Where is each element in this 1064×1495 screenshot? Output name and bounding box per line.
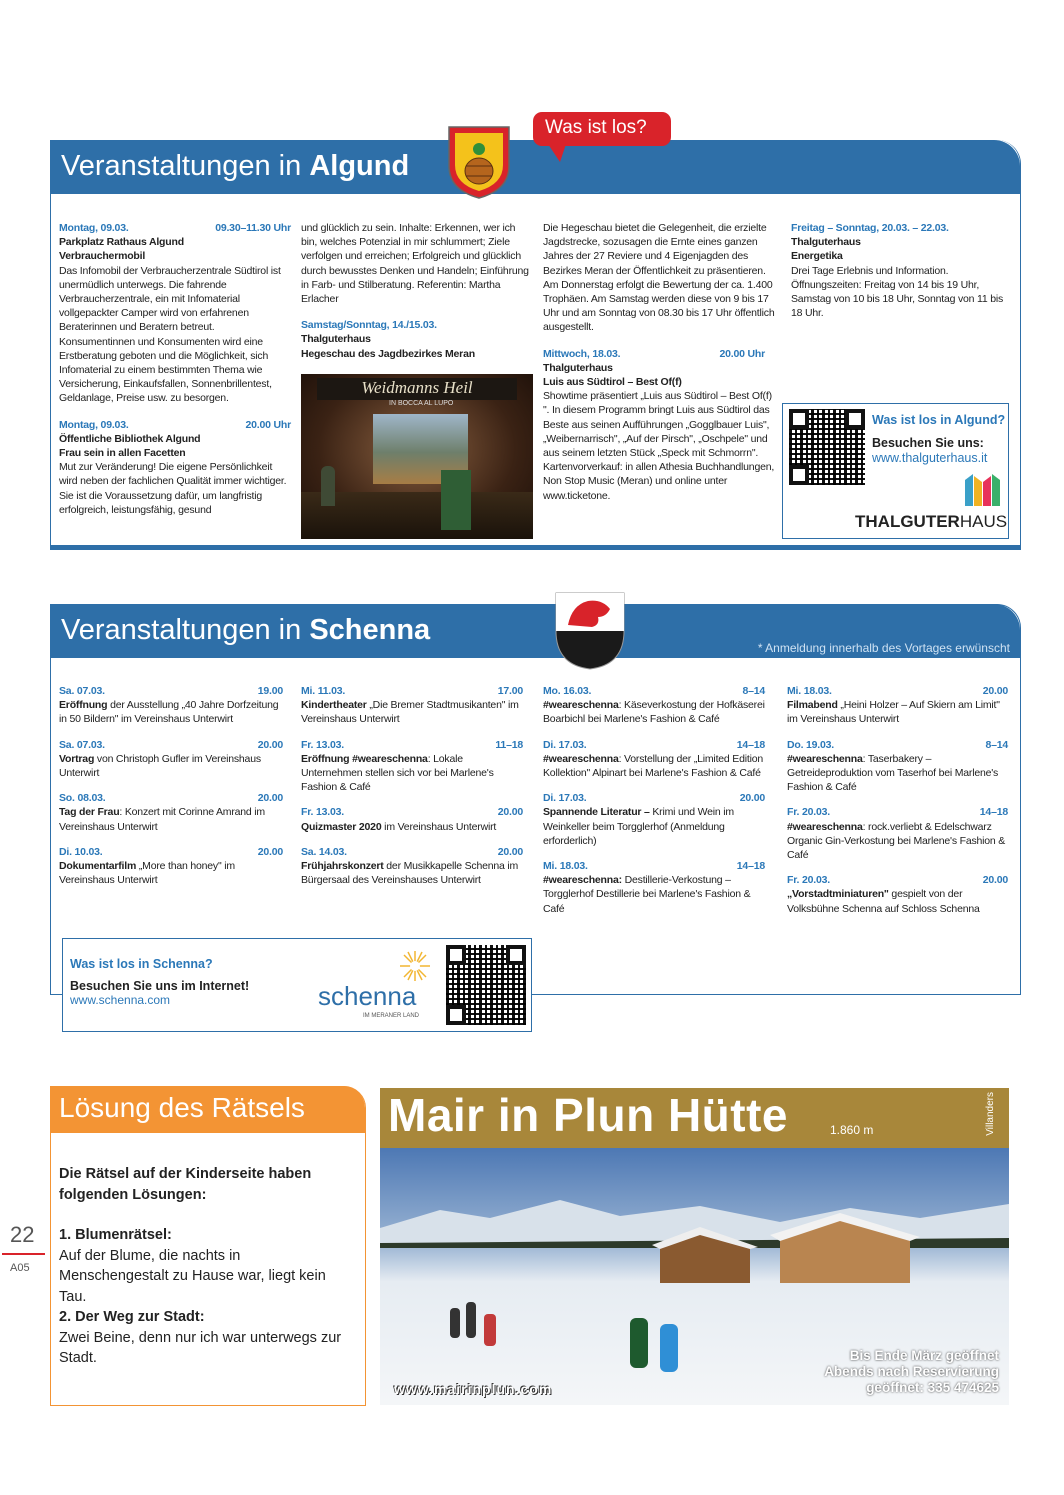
- ad-opening-info: Bis Ende März geöffnet Abends nach Reservierung geöffnet: 335 474625: [824, 1348, 999, 1395]
- list-item: Mi. 18.03. 14–18 #weareschenna: Destillerie-Verkostung – Torgglerhof Destillerie bei Marlene's Fashion & Café: [543, 860, 765, 915]
- sun-icon: [397, 949, 433, 983]
- list-item: Fr. 20.03. 14–18 #weareschenna: rock.verliebt & Edelschwarz Organic Gin-Verkostung bei Marlene's Fashion & Café: [787, 806, 1008, 862]
- list-item: So. 08.03. 20.00 Tag der Frau: Konzert mit Corinne Amrand im Vereinshaus Unterwirt: [59, 792, 283, 833]
- page-divider: [2, 1253, 45, 1255]
- photo-subtitle: IN BOCCA AL LUPO: [389, 400, 454, 407]
- algund-column-2: [301, 221, 533, 361]
- thalguterhaus-link[interactable]: www.thalguterhaus.it: [872, 451, 988, 465]
- event-text: Drei Tage Erlebnis und Information. Öffnungszeiten: Freitag von 14 bis 19 Uhr, Samstag von 10 bis 18 Uhr, Sonntag von 11 bis 18 Uhr.: [791, 264, 1004, 320]
- event-location: Öffentliche Bibliothek Algund: [59, 432, 201, 445]
- loesung-header: [50, 1086, 365, 1133]
- list-item: Fr. 13.03. 20.00 Quizmaster 2020 im Vereinshaus Unterwirt: [301, 806, 523, 833]
- list-item: Di. 10.03. 20.00 Dokumentarfilm „More than honey" im Vereinshaus Unterwirt: [59, 845, 283, 887]
- list-item: Mi. 18.03. 20.00 Filmabend „Heini Holzer – Auf Skiern am Limit" im Vereinshaus Unterwirt: [787, 685, 1008, 726]
- box-question: Was ist los in Algund?: [872, 413, 1006, 427]
- loesung-title: Lösung des Rätsels: [59, 1092, 305, 1123]
- schenna-coat-of-arms: [554, 591, 626, 671]
- algund-info-box: [782, 403, 1009, 539]
- page-code: A05: [10, 1262, 30, 1274]
- algund-title: Veranstaltungen in Algund: [61, 150, 410, 182]
- event-header: Montag, 09.03. 20.00 Uhr: [59, 418, 291, 431]
- photo-banner: Weidmanns Heil: [317, 378, 517, 400]
- event-text: und glücklich zu sein. Inhalte: Erkennen, wer ich bin, welches Potenzial in mir schlummert; Ziele verfolgen und erreichen; Erfolgreich und glücklich durch bewusstes Denken und Handeln; Einführung in Farb- und Stilberatung. Referentin: Martha Erlacher: [301, 222, 529, 306]
- thalguterhaus-logo-icon: [963, 472, 1003, 508]
- event-date: Samstag/Sonntag, 14./15.03.: [301, 319, 437, 332]
- ad-altitude: 1.860 m: [830, 1123, 874, 1137]
- list-item: Mo. 16.03. 8–14 #weareschenna: Käseverkostung der Hofkäserei Boarbichl bei Marlene's Fashion & Café: [543, 685, 765, 726]
- list-item: Di. 17.03. 20.00 Spannende Literatur – Krimi und Wein im Weinkeller beim Torgglerhof (Anmeldung erforderlich): [543, 792, 765, 847]
- schenna-note: * Anmeldung innerhalb des Vortages erwünscht: [757, 641, 1010, 655]
- loesung-text: Die Rätsel auf der Kinderseite haben folgenden Lösungen: 1. Blumenrätsel: Auf der Blume, die nachts in Menschengestalt zu Hause war, liegt kein Tau. 2. Der Weg zur Stadt: Zwei Beine, denn nur ich war unterwegs zur Stadt.: [59, 1166, 342, 1366]
- schenna-column-4: [787, 684, 1008, 916]
- list-item: Sa. 07.03. 20.00 Vortrag von Christoph Gufler im Vereinshaus Unterwirt: [59, 738, 283, 780]
- schenna-header: [50, 604, 1020, 658]
- mair-in-plun-ad[interactable]: [380, 1088, 1009, 1405]
- event-header: Mittwoch, 18.03. 20.00 Uhr: [543, 347, 765, 360]
- list-item: Mi. 11.03. 17.00 Kindertheater „Die Bremer Stadtmusikanten" im Vereinshaus Unterwirt: [301, 685, 523, 726]
- algund-column-3: [543, 221, 775, 503]
- event-text: Mut zur Veränderung! Die eigene Persönlichkeit wird neben der fachlichen Qualität immer wichtiger. Sie ist die Voraussetzung dafür, um langfristig erfolgreich, leistungsfähig, gesund: [59, 461, 287, 516]
- schenna-logo: schenna: [318, 981, 417, 1011]
- lectern: [441, 470, 471, 530]
- list-item: Di. 17.03. 14–18 #weareschenna: Vorstellung der „Limited Edition Kollektion" Alpinart bei Marlene's Fashion & Café: [543, 738, 765, 780]
- schenna-column-1: [59, 684, 283, 887]
- event-location: Parkplatz Rathaus Algund: [59, 236, 184, 249]
- list-item: Do. 19.03. 8–14 #weareschenna: Taserbakery – Getreideproduktion vom Taserhof bei Marlene's Fashion & Café: [787, 738, 1008, 794]
- event-title: Frau sein in allen Facetten: [59, 447, 186, 460]
- event-title: Luis aus Südtirol – Best Of(f): [543, 376, 682, 389]
- schenna-column-2: [301, 684, 523, 887]
- algund-column-1: [59, 221, 291, 517]
- event-text: Das Infomobil der Verbraucherzentrale Südtirol ist unermüdlich unterwegs. Die fahrende Verbraucherzentrale, ein mit Infomaterial vollgepackter Camper wird von erfahrenen Beraterinnen und Beratern betreut. Konsumentinnen und Konsumenten wird eine Erstberatung geboten und die Möglichkeit, sich Infomaterial zu einem bestimmten Thema wie Versicherung, Einkaufsfallen, Sonnenbrillentest, Geldanlage, Preise usw. zu besorgen.: [59, 264, 281, 405]
- bubble-tail: [548, 144, 566, 162]
- list-item: Fr. 13.03. 11–18 Eröffnung #weareschenna: Lokale Unternehmen stellen sich vor bei Marlene's Fashion & Café: [301, 738, 523, 794]
- person-figure: [321, 466, 335, 506]
- event-title: Hegeschau des Jagdbezirkes Meran: [301, 347, 475, 360]
- event-date: Freitag – Sonntag, 20.03. – 22.03.: [791, 222, 949, 234]
- box-question: Was ist los in Schenna?: [70, 957, 213, 971]
- schenna-column-3: [543, 684, 765, 916]
- event-text: Die Hegeschau bietet die Gelegenheit, die erzielte Jagdstrecke, sozusagen die Ernte eines ganzen Jahres der 27 Reviere und 4 Eigenjagden des Bezirkes Meran der Öffentlichkeit zu präsentieren. Am Donnerstag erfolgt die Bewertung der ca. 1.400 Trophäen. Am Samstag werden diese von 9 bis 17 Uhr und am Sonntag von 08.30 bis 17 Uhr öffentlich ausgestellt.: [543, 222, 775, 334]
- ad-huts: [620, 1213, 920, 1293]
- list-item: Sa. 14.03. 20.00 Frühjahrskonzert der Musikkapelle Schenna im Bürgersaal des Vereinshauses Unterwirt: [301, 845, 523, 887]
- algund-header: [50, 140, 1020, 194]
- event-title: Energetika: [791, 250, 843, 263]
- list-item: Sa. 07.03. 19.00 Eröffnung der Ausstellung „40 Jahre Dorfzeitung in 50 Bildern" im Vereinshaus Unterwirt: [59, 685, 283, 726]
- event-location: Thalguterhaus: [301, 333, 371, 346]
- event-title: Verbrauchermobil: [59, 250, 146, 263]
- event-header: Montag, 09.03. 09.30–11.30 Uhr: [59, 222, 291, 234]
- event-location: Thalguterhaus: [543, 361, 613, 374]
- schenna-link[interactable]: www.schenna.com: [70, 993, 171, 1007]
- schenna-title: Veranstaltungen in Schenna: [61, 614, 431, 646]
- event-location: Thalguterhaus: [791, 236, 861, 249]
- algund-bottom-bar: [50, 545, 1020, 550]
- was-ist-los-bubble: Was ist los?: [533, 112, 671, 146]
- hegeschau-photo: [301, 374, 533, 539]
- ad-website-link[interactable]: www.mairinplun.com: [394, 1381, 553, 1397]
- ad-location: Villanders: [985, 1092, 996, 1136]
- box-visit: Besuchen Sie uns:: [872, 436, 984, 450]
- ad-title: Mair in Plun Hütte: [388, 1089, 788, 1141]
- event-text: Showtime präsentiert „Luis aus Südtirol – Best Of(f) ". In diesem Programm bringt Luis aus Südtirol das Beste aus seinen Aufführungen „Gogglbauer Luis", „Weibernarrisch", „Auf der Pirsch", „Oschpele" und aus seinem letzten Stück „Speck mit Schmorrn". Kartenvorverkauf: in allen Athesia Buchhandlungen, Non Stop Music (Meran) und online unter www.ticketone.: [543, 390, 775, 502]
- box-visit: Besuchen Sie uns im Internet!: [70, 979, 250, 993]
- thalguterhaus-logo: THALGUTERHAUS: [855, 512, 1008, 531]
- list-item: Fr. 20.03. 20.00 „Vorstadtminiaturen" gespielt von der Volksbühne Schenna auf Schloss Schenna: [787, 874, 1008, 915]
- schenna-info-box: [62, 938, 532, 1032]
- algund-coat-of-arms: [446, 124, 512, 200]
- page-number: 22: [10, 1222, 35, 1247]
- algund-column-4: [791, 221, 1011, 320]
- schenna-logo-subtitle: IM MERANER LAND: [363, 1013, 420, 1019]
